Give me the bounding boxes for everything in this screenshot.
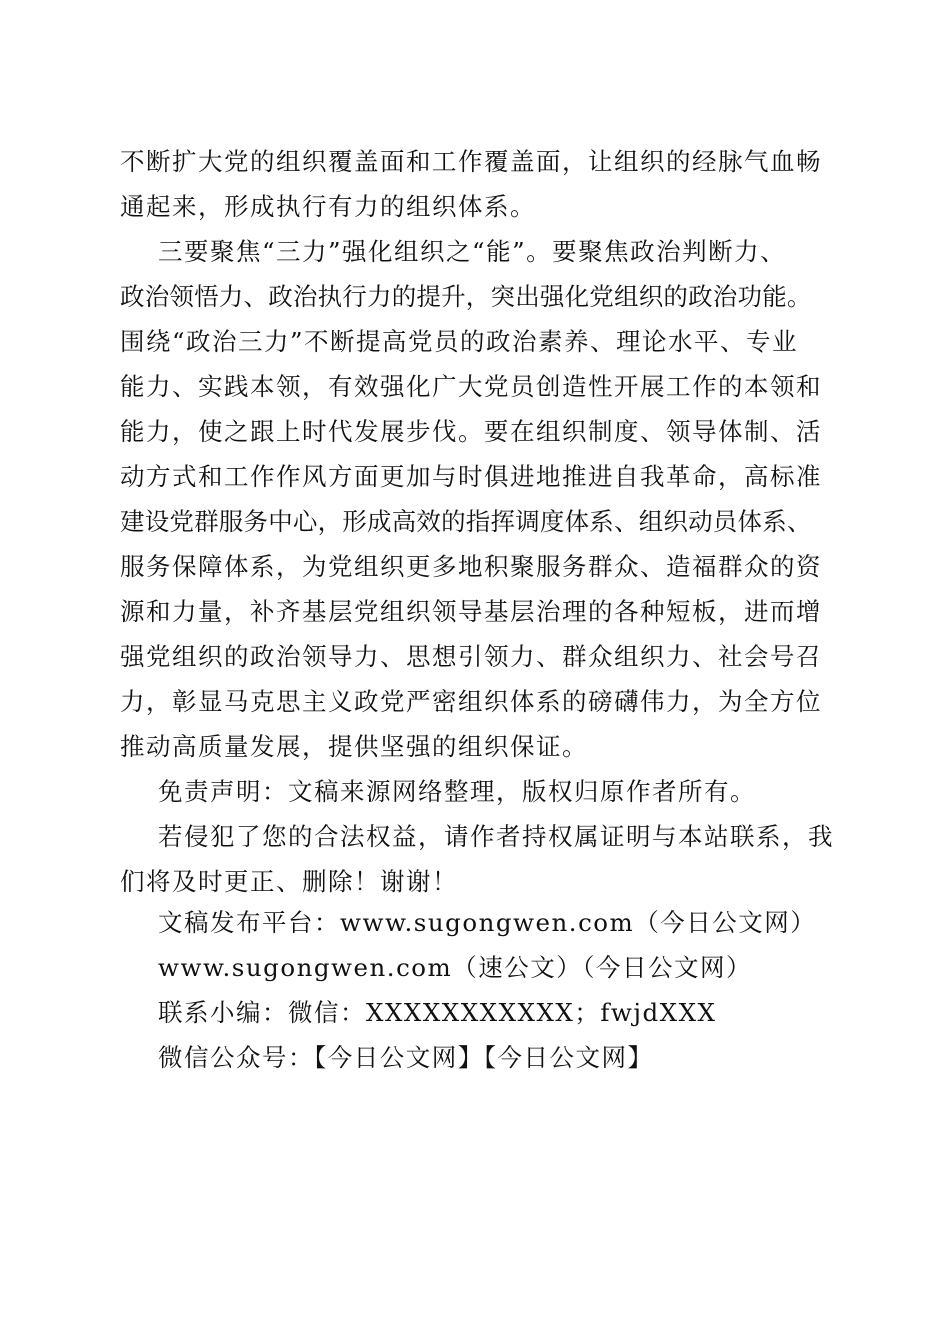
body-text-line: 能力、实践本领，有效强化广大党员创造性开展工作的本领和 [120, 372, 822, 401]
body-text-line: 动方式和工作作风方面更加与时俱进地推进自我革命，高标准 [120, 462, 822, 491]
body-text-line: 强党组织的政治领导力、思想引领力、群众组织力、社会号召 [120, 642, 822, 671]
body-text-line: 能力，使之跟上时代发展步伐。要在组织制度、领导体制、活 [120, 417, 822, 446]
infringement-notice: 若侵犯了您的合法权益，请作者持权属证明与本站联系，我 [158, 822, 834, 851]
body-text-line: 源和力量，补齐基层党组织领导基层治理的各种短板，进而增 [120, 597, 822, 626]
website-line: www.sugongwen.com（速公文）（今日公文网） [158, 953, 753, 982]
body-text-line: 力，彰显马克思主义政党严密组织体系的磅礴伟力，为全方位 [120, 687, 822, 716]
disclaimer-text: 免责声明：文稿来源网络整理，版权归原作者所有。 [158, 777, 756, 806]
infringement-notice-cont: 们将及时更正、删除！谢谢！ [120, 867, 458, 896]
paragraph-first-line: 三要聚焦“三力”强化组织之“能”。要聚焦政治判断力、 [158, 237, 787, 266]
publish-platform: 文稿发布平台：www.sugongwen.com（今日公文网） [158, 908, 817, 937]
body-text-line: 通起来，形成执行有力的组织体系。 [120, 192, 536, 221]
body-text-line: 推动高质量发展，提供坚强的组织保证。 [120, 732, 588, 761]
contact-line: 联系小编：微信：XXXXXXXXXXX；fwjdXXX [158, 998, 717, 1027]
body-text-line: 围绕“政治三力”不断提高党员的政治素养、理论水平、专业 [120, 327, 799, 356]
body-text-line: 不断扩大党的组织覆盖面和工作覆盖面，让组织的经脉气血畅 [120, 147, 822, 176]
body-text-line: 建设党群服务中心，形成高效的指挥调度体系、组织动员体系、 [120, 507, 812, 536]
wechat-account-line: 微信公众号：【今日公文网】【今日公文网】 [158, 1043, 654, 1072]
body-text-line: 服务保障体系，为党组织更多地积聚服务群众、造福群众的资 [120, 552, 822, 581]
body-text-line: 政治领悟力、政治执行力的提升，突出强化党组织的政治功能。 [120, 282, 812, 311]
